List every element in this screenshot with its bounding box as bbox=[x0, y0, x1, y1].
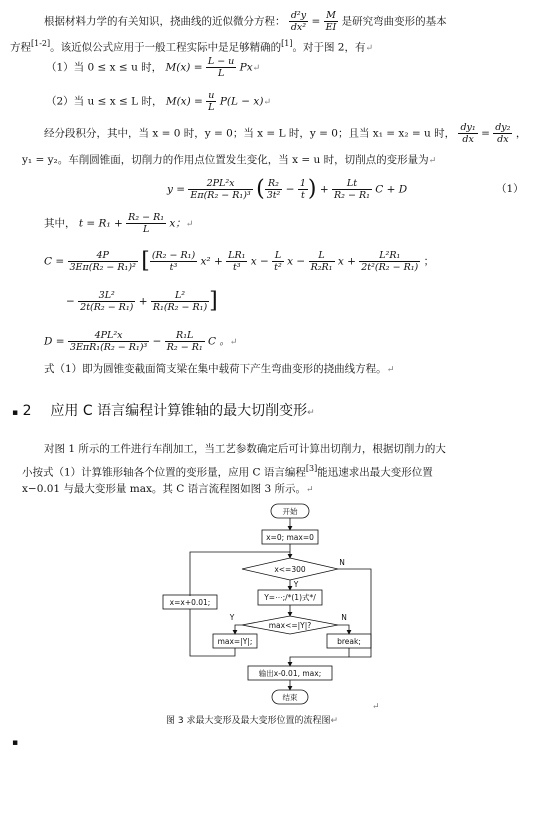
text: 小按式（1）计算锥形轴各个位置的变形量，应用 C 语言编程 bbox=[22, 466, 306, 479]
frac-den: R₂ − R₁ bbox=[166, 342, 203, 353]
c-equation-line-1: C = $\frac{4P}{\text{3Eπ(R₂ − R₁)²}}$ [ $\frac{\text{(R₂ − R₁)}}{\text{t³}}$ x² + $\frac{\text{LR₁}}{\text{t³}}$ x − $\frac{L}{\text{t²}}$ x − $\frac{L}{\text{R₂R₁}}$ x + $\frac{\text{L²R₁}}{\text{2t²(R₂ − R₁)}}$ ； bbox=[44, 248, 435, 274]
start-label: 开始 bbox=[282, 507, 298, 516]
math: x + bbox=[337, 255, 356, 268]
frac-den: R₂ − R₁ bbox=[334, 190, 370, 201]
math: y = bbox=[167, 183, 186, 196]
operator: + bbox=[138, 295, 148, 308]
frac-den: dx bbox=[462, 134, 474, 145]
text: 经分段积分，其中，当 x = 0 时，y = 0；当 x = L 时，y = 0；且当 x₁ = x₂ = u 时， bbox=[44, 127, 456, 140]
frac-num: dy₂ bbox=[495, 122, 511, 133]
text: 方程 bbox=[10, 41, 31, 54]
frac-den: 2t²(R₂ − R₁) bbox=[361, 262, 419, 273]
no-label-2: N bbox=[341, 613, 347, 622]
text: 能迅速求出最大变形位置 bbox=[317, 466, 433, 479]
frac-num: R₂ − R₁ bbox=[128, 212, 165, 223]
c-equation-line-2: − $\frac{\text{3L²}}{\text{2t(R₂ − R₁)}}$ + $\frac{\text{L²}}{\text{R₁(R₂ − R₁)}}$ ] bbox=[66, 288, 218, 314]
return-mark: ↵ bbox=[372, 702, 380, 712]
frac-den: L bbox=[217, 68, 225, 79]
math: C = bbox=[44, 255, 65, 268]
paragraph-mark: ▪ bbox=[12, 738, 19, 748]
math: C + D bbox=[375, 183, 408, 196]
para-3: 式（1）即为圆锥变截面简支梁在集中载荷下产生弯曲变形的挠曲线方程。↵ bbox=[44, 363, 395, 375]
frac-den: EI bbox=[325, 22, 337, 33]
text: （1）当 0 ≤ x ≤ u 时， bbox=[46, 61, 163, 74]
frac-num: L bbox=[272, 250, 284, 262]
end-label: 结束 bbox=[282, 693, 298, 702]
frac-den: Eπ(R₂ − R₁)³ bbox=[190, 190, 251, 201]
math: M(x) = bbox=[165, 95, 203, 108]
math: Px bbox=[239, 61, 253, 74]
math: x − bbox=[287, 255, 306, 268]
frac-num: R₁L bbox=[165, 330, 205, 342]
text: 对图 1 所示的工件进行车削加工，当工艺参数确定后可计算出切削力，根据切削力的大 bbox=[44, 443, 446, 455]
section-title: 应用 C 语言编程计算锥轴的最大切削变形 bbox=[50, 403, 308, 419]
para-1-line-2: 方程[1-2]。该近似公式应用于一般工程实际中是足够精确的[1]。对于图 2，有↵ bbox=[10, 39, 374, 54]
frac-num: L²R₁ bbox=[359, 250, 420, 262]
text: y₁ = y₂。车削圆锥面，切削力的作用点位置发生变化，当 x = u 时，切削点的变形量为 bbox=[22, 154, 429, 166]
frac-den: t³ bbox=[169, 262, 178, 273]
operator: − bbox=[66, 295, 75, 308]
frac-num: 4PL²x bbox=[68, 330, 149, 342]
output-label: 输出x-0.01, max; bbox=[258, 669, 322, 678]
calc-label: Y=⋯;/*(1)式*/ bbox=[264, 593, 316, 602]
frac-den: R₂R₁ bbox=[310, 262, 333, 273]
break-label: break; bbox=[337, 637, 361, 646]
text: ， bbox=[515, 127, 527, 140]
frac-den: t³ bbox=[232, 262, 241, 273]
d-equation: D = $\frac{\text{4PL²x}}{\text{3EπR₁(R₂ − R₁)³}}$ − $\frac{\text{R₁L}}{\text{R₂ − R₁}}$ C 。↵ bbox=[44, 330, 238, 353]
frac-den: t² bbox=[274, 262, 282, 273]
frac-num: (R₂ − R₁) bbox=[151, 250, 196, 261]
equals: = bbox=[481, 127, 490, 140]
operator: − bbox=[285, 183, 295, 196]
equation-1: y = $\frac{\text{2PL²x}}{\text{Eπ(R₂ − R₁)³}}$ ( $\frac{\text{R₂}}{\text{3t²}}$ − $\frac{1}{t}$ ) + $\frac{Lt}{\text{R₂ − R₁}}$ C + D bbox=[167, 176, 408, 202]
para-4-line-3: x−0.01 与最大变形量 max。其 C 语言流程图如图 3 所示。↵ bbox=[22, 483, 314, 495]
section-number: 2 bbox=[22, 403, 32, 419]
frac-den: 2t(R₂ − R₁) bbox=[80, 302, 134, 313]
text: 根据材料力学的有关知识，挠曲线的近似微分方程： bbox=[44, 15, 286, 28]
frac-num: dy₁ bbox=[460, 122, 476, 133]
para-2-line-2: y₁ = y₂。车削圆锥面，切削力的作用点位置发生变化，当 x = u 时，切削点的变形量为↵ bbox=[22, 154, 437, 166]
frac-num: LR₁ bbox=[228, 250, 246, 261]
text: 式（1）即为圆锥变截面简支梁在集中载荷下产生弯曲变形的挠曲线方程。 bbox=[44, 363, 387, 375]
init-label: x=0; max=0 bbox=[266, 533, 314, 542]
frac-num: 1 bbox=[299, 178, 306, 189]
frac-den: t bbox=[300, 190, 305, 201]
frac-den: dx bbox=[497, 134, 509, 145]
frac-num: M bbox=[324, 10, 339, 22]
frac-den: R₁(R₂ − R₁) bbox=[152, 302, 208, 313]
frac-den: 3EπR₁(R₂ − R₁)³ bbox=[69, 342, 148, 353]
section-heading: ▪ 2 应用 C 语言编程计算锥轴的最大切削变形↵ bbox=[12, 403, 315, 419]
where-t: 其中， t = R₁ + $\frac{\text{R₂ − R₁}}{L}$ x；↵ bbox=[44, 212, 194, 235]
frac-num: L bbox=[309, 250, 335, 262]
increment-label: x=x+0.01; bbox=[169, 598, 211, 607]
frac-den: dx² bbox=[290, 22, 307, 33]
frac-num: 4P bbox=[68, 250, 138, 262]
yes-label-2: Y bbox=[229, 613, 235, 622]
case-1: （1）当 0 ≤ x ≤ u 时， M(x) = $\frac{L - u}{L}$ Px↵ bbox=[46, 56, 261, 79]
frac-num: Lt bbox=[332, 178, 372, 190]
math: x − bbox=[250, 255, 269, 268]
math: x； bbox=[169, 217, 186, 230]
text: ； bbox=[423, 255, 435, 268]
operator: + bbox=[319, 183, 329, 196]
math: C 。 bbox=[208, 335, 230, 348]
case-2: （2）当 u ≤ x ≤ L 时， M(x) = $\frac{u}{L}$ P(L − x)↵ bbox=[46, 90, 272, 113]
assign-label: max=|Y|; bbox=[217, 637, 253, 646]
math: M(x) = bbox=[165, 61, 203, 74]
caption-text: 图 3 求最大变形及最大变形位置的流程图 bbox=[166, 716, 331, 726]
text: 。对于图 2，有 bbox=[292, 41, 366, 54]
math: t = R₁ + bbox=[78, 217, 123, 230]
figure-caption: 图 3 求最大变形及最大变形位置的流程图↵ bbox=[166, 716, 338, 726]
math: P(L − x) bbox=[219, 95, 264, 108]
frac-den: 3t² bbox=[266, 190, 281, 201]
math: x² + bbox=[200, 255, 223, 268]
frac-num: d²y bbox=[290, 10, 307, 21]
operator: − bbox=[152, 335, 162, 348]
frac-num: 3L² bbox=[78, 290, 135, 302]
text: （2）当 u ≤ x ≤ L 时， bbox=[46, 95, 163, 108]
frac-den: L bbox=[142, 224, 150, 235]
text: 是研究弯曲变形的基本 bbox=[341, 15, 447, 28]
no-label-1: N bbox=[339, 558, 345, 567]
frac-num: 2PL²x bbox=[188, 178, 252, 190]
cond2-label: max<=|Y|? bbox=[268, 621, 312, 630]
frac-num: u bbox=[206, 90, 216, 102]
citation: [1-2] bbox=[31, 39, 51, 48]
cond1-label: x<=300 bbox=[274, 565, 306, 574]
frac-den: L bbox=[208, 102, 215, 113]
citation: [1] bbox=[281, 39, 293, 48]
citation: [3] bbox=[305, 464, 318, 473]
yes-label-1: Y bbox=[293, 580, 299, 589]
frac-num: R₂ bbox=[265, 178, 283, 190]
text: x−0.01 与最大变形量 max。其 C 语言流程图如图 3 所示。 bbox=[22, 483, 306, 495]
frac-num: L − u bbox=[207, 56, 235, 67]
text: 。该近似公式应用于一般工程实际中是足够精确的 bbox=[50, 41, 282, 54]
frac-den: 3Eπ(R₂ − R₁)² bbox=[69, 262, 136, 273]
frac-num: L² bbox=[151, 290, 209, 302]
equals: = bbox=[311, 15, 321, 28]
equation-number: （1） bbox=[496, 183, 524, 195]
text: 其中， bbox=[44, 217, 76, 230]
math: D = bbox=[44, 335, 65, 348]
